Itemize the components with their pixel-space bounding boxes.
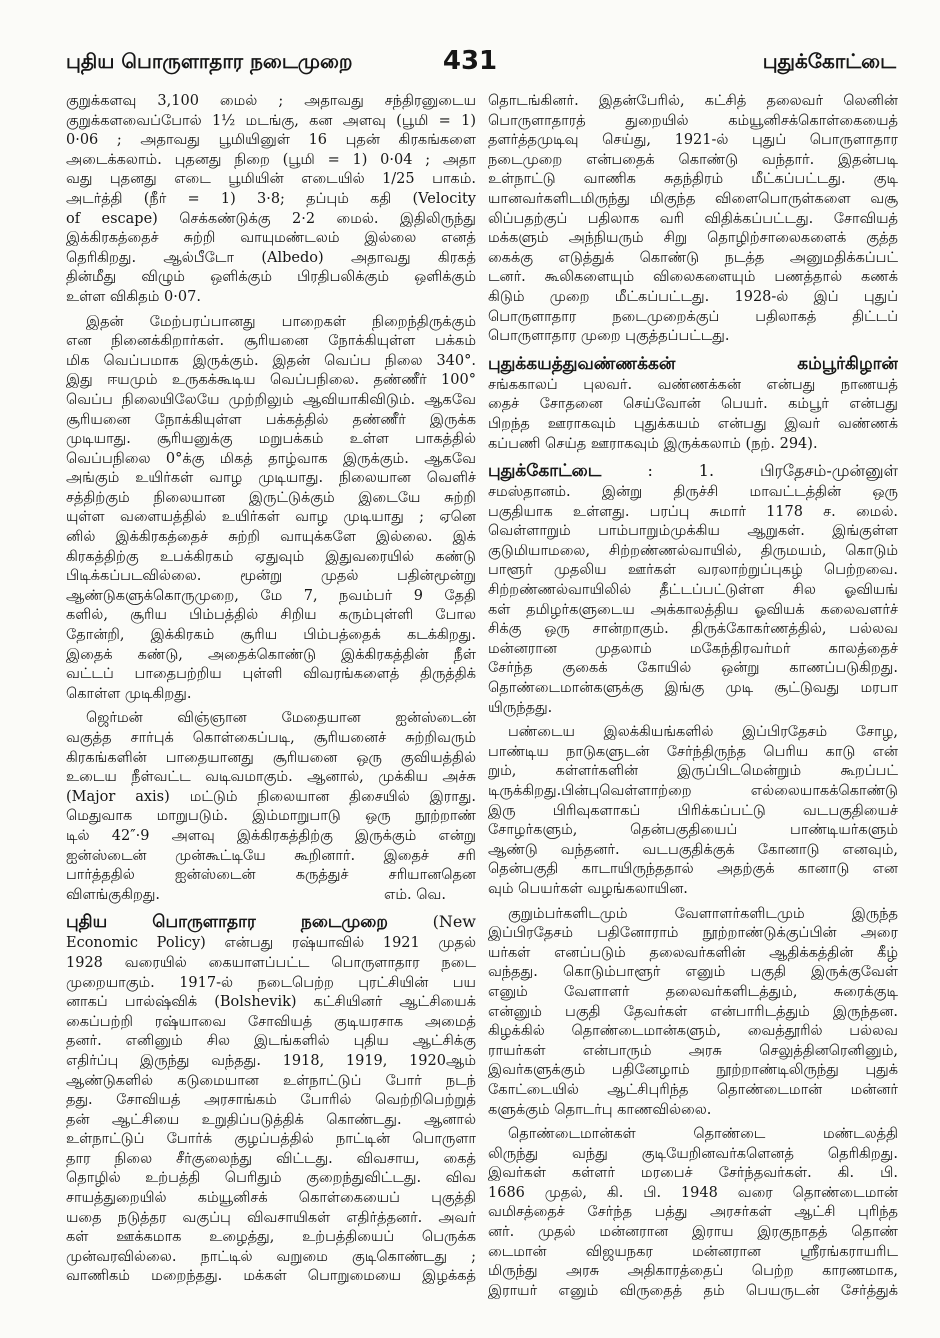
text-line: கைக்கு எடுத்துக் கொண்டு நடத்த அனுமதிக்கப்பட் — [488, 249, 898, 266]
text-line: மிருந்து அரசு அதிகாரத்தைப் பெற்ற காரணமாக, — [488, 1263, 898, 1280]
text-line: ஆண்டுகளில் கடுமையான உள்நாட்டுப் போர் நடந் — [66, 1072, 476, 1089]
text-line: முறையாகும். 1917-ல் நடைபெற்ற புரட்சியின் பய — [66, 974, 476, 991]
text-line: தார நிலை சீர்குலைந்து விட்டது. விவசாய, கைத் — [66, 1150, 476, 1167]
text-line: பகுதியாக உள்ளது. பரப்பு சுமார் 1178 ச. மைல். — [488, 503, 898, 520]
text-line: முன்வரவில்லை. நாட்டில் வறுமை குடிகொண்டது ; — [66, 1248, 476, 1265]
entry-heading-line — [488, 352, 898, 376]
text-line: Economic Policy) என்பது ரஷ்யாவில் 1921 முதல் — [66, 935, 476, 952]
text-line: சூரியனை நோக்கியுள்ள பக்கத்தில் தண்ணீர் இருக்க — [66, 411, 476, 428]
text-line: குறுக்களவைப்போல் 1½ மடங்கு, கன அளவு (பூமி = 1) — [66, 112, 476, 129]
text-line: உள்நாட்டு வாணிக சுதந்திரம் மீட்கப்பட்டது. குடி — [488, 171, 898, 188]
text-line: 0·06 ; அதாவது பூமியினுள் 16 புதன் கிரகங்களை — [66, 132, 476, 149]
text-line: உடைய நீள்வட்ட வடிவமாகும். ஆனால், முக்கிய அச்சு — [66, 769, 476, 786]
text-line: தது. சோவியத் அரசாங்கம் போரில் வெற்றிபெற்றுத் — [66, 1092, 476, 1109]
text-line: வட்டப் பாதைபற்றிய புள்ளி விவரங்களைத் திருத்திக் — [66, 666, 476, 683]
text-line: பாண்டிய நாடுகளுடன் சேர்ந்திருந்த பெரிய காடு என் — [488, 743, 898, 760]
text-line: அடைக்கலாம். புதனது நிறை (பூமி = 1) 0·04 ; அதா — [66, 151, 476, 168]
text-line: 1686 முதல், கி. பி. 1948 வரை தொண்டைமான் — [488, 1184, 898, 1201]
text-line: கள் தமிழர்களுடைய அக்காலத்திய ஓவியக் கலைவளர்ச் — [488, 601, 898, 618]
text-line: கப்பணி செய்த ஊராகவும் இருக்கலாம் (நற். 294). — [488, 435, 818, 452]
text-line: கிடும் முறை மீட்கப்பட்டது. 1928-ல் இப் புதுப் — [488, 288, 898, 305]
encyclopedia-entry — [488, 459, 898, 718]
text-line: இரு பிரிவுகளாகப் பிரிக்கப்பட்டு வடபகுதியைச் — [488, 802, 898, 819]
text-line: கிழக்கில் தொண்டைமான்களும், வைத்தூரில் பல்லவ — [488, 1023, 898, 1040]
text-line: தென்பகுதி காடாயிருந்ததால் அதற்குக் கானாடு என — [488, 861, 898, 878]
text-line: றும், கள்ளர்களின் இருப்பிடமென்றும் கூறப்பட் — [488, 763, 898, 780]
text-line: மிக வெப்பமாக இருக்கும். இதன் வெப்ப நிலை 340°. — [66, 352, 476, 369]
text-line: இது ஈயமும் உருகக்கூடிய வெப்பநிலை. தண்ணீர் 100° — [66, 372, 476, 389]
text-line: சிற்றண்ணல்வாயிலில் தீட்டப்பட்டுள்ள சில ஓவியங் — [488, 582, 898, 599]
text-line: என்னும் பகுதி தேவர்கள் என்பாரிடத்தும் இருந்தன. — [488, 1003, 898, 1020]
text-line: ஜெர்மன் விஞ்ஞான மேதையான ஐன்ஸ்டைன் — [86, 710, 476, 727]
text-line: இக்கிரகத்தைச் சுற்றி வாயுமண்டலம் இல்லை எனத் — [66, 230, 476, 247]
text-line: அடர்த்தி (நீர் = 1) 3·8; தப்பும் கதி (Velocity — [66, 190, 476, 207]
text-line: தன் ஆட்சியை உறுதிப்படுத்திக் கொண்டது. ஆனால் — [66, 1111, 476, 1128]
page-number: 431 — [442, 46, 498, 76]
text-line: சிக்கு ஒரு சான்றாகும். திருக்கோகர்ணத்தில், பல்லவ — [488, 621, 898, 638]
text-line: வமிசத்தைச் சேர்ந்த பத்து அரசர்கள் ஆட்சி புரிந்த — [488, 1204, 898, 1221]
text-line: டிருக்கிறது.பின்புவெள்ளாற்றை எல்லையாகக்கொண்டு — [488, 783, 898, 799]
text-line: கள் ஊக்கமாக உழைத்து, உற்பத்தியைப் பெருக்க — [66, 1229, 476, 1246]
text-line: பொருளாதார நடைமுறைக்குப் பதிலாகத் திட்டப் — [488, 308, 898, 325]
running-head-right: புதுக்கோட்டை — [762, 49, 896, 73]
entry-heading-line — [488, 459, 898, 483]
text-line: தளர்த்தமுடிவு செய்து, 1921-ல் புதுப் பொருளாதார — [488, 132, 898, 149]
text-line: பார்த்ததில் ஐன்ஸ்டைன் கருத்துச் சரியானதென — [66, 867, 476, 884]
paragraph — [488, 92, 898, 347]
text-line — [66, 886, 476, 906]
running-head-left: புதிய பொருளாதார நடைமுறை — [66, 49, 353, 73]
text-line: உள்ள விகிதம் 0·07. — [66, 288, 201, 305]
text-line: பொருளாதார முறை புகுத்தப்பட்டது. — [488, 328, 730, 345]
text-line: சேர்ந்த குகைக் கோயில் ஒன்று காணப்படுகிறது. — [488, 660, 898, 677]
entry-heading: புதுக்கோட்டை — [488, 461, 602, 482]
paragraph — [488, 1125, 898, 1301]
text-line: கைப்பற்றி ரஷ்யாவை சோவியத் குடியரசாக அமைத் — [66, 1013, 476, 1030]
text-line: யர்கள் எனப்படும் தலைவர்களின் ஆதிக்கத்தின் கீழ் — [488, 944, 898, 961]
text-line: சத்திற்கும் நிலையான இருட்டுக்கும் இடையே சுற்றி — [66, 489, 476, 506]
author-initials: எம். வெ. — [384, 886, 446, 903]
text-line: ஆண்டுகளுக்கொருமுறை, மே 7, நவம்பர் 9 தேதி — [66, 587, 476, 604]
text-line: வது புதனது எடை பூமியின் எடையில் 1/25 பாகம். — [66, 171, 476, 188]
text-line: குறும்பர்களிடமும் வேளாளர்களிடமும் இருந்த — [508, 905, 898, 922]
text-line: இதைக் கண்டு, அதைக்கொண்டு இக்கிரகத்தின் நீள் — [66, 646, 476, 663]
text-line: லிப்பதற்குப் பதிலாக வரி விதிக்கப்பட்டது. சோவியத் — [488, 210, 898, 227]
text-line: இதன் மேற்பரப்பானது பாறைகள் நிறைந்திருக்கும் — [86, 313, 476, 330]
text-line: of escape) செக்கண்டுக்கு 2·2 மைல். இதிலிருந்து — [66, 210, 476, 227]
encyclopedia-entry — [488, 352, 898, 454]
heading-continuation: (New — [432, 912, 476, 932]
text-line: யிருந்தது. — [488, 699, 553, 716]
left-column — [66, 92, 476, 1287]
right-column — [488, 92, 898, 1301]
text-line: கோட்டையில் ஆட்சிபுரிந்த தொண்டைமான் மன்னர் — [488, 1081, 898, 1098]
text-line: தெரிகிறது. ஆல்பீடோ (Albedo) அதாவது கிரகத் — [66, 249, 476, 266]
text-line: சங்ககாலப் புலவர். வண்ணக்கன் என்பது நாணயத் — [488, 376, 898, 393]
text-line: வெள்ளாறும் பாம்பாறும்முக்கிய ஆறுகள். இங்குள்ள — [488, 523, 898, 540]
text-line: பொருளாதாரத் துறையில் கம்யூனிசக்கொள்கையைத் — [488, 112, 898, 129]
text-line: முடியாது. சூரியனுக்கு மறுபக்கம் உள்ள பாகத்தில் — [66, 431, 476, 448]
text-line: தொண்டைமான்களுக்கு இங்கு முடி சூட்டுவது மரபா — [488, 680, 898, 697]
text-line: யுள்ள வளையத்தில் உயிர்கள் வாழ முடியாது ; ஏனெ — [66, 509, 476, 526]
text-line: 1928 வரையில் கையாளப்பட்ட பொருளாதார நடை — [66, 954, 476, 971]
text-line: தோன்றி, இக்கிரகம் சூரிய பிம்பத்தைக் கடக்கிறது. — [66, 627, 476, 644]
text-line: குடுமியாமலை, சிற்றண்ணல்வாயில், திருமயம், கொடும் — [488, 542, 898, 559]
text-line: பிறந்த ஊராகவும் புதுக்கயம் என்பது இவர் வண்ணக் — [488, 415, 898, 432]
text-line: மன்னரான முதலாம் மகேந்திரவர்மர் காலத்தைச் — [488, 640, 898, 657]
text-line: சோழர்களும், தென்பகுதியைப் பாண்டியர்களும் — [488, 822, 898, 839]
text-line: தொண்டைமான்கள் தொண்டை மண்டலத்தி — [508, 1126, 898, 1143]
text-line: எதிர்ப்பு இருந்து வந்தது. 1918, 1919, 1920ஆம் — [66, 1052, 476, 1069]
text-line: கிரகத்திற்கு உபக்கிரகம் ஏதுவும் இதுவரையில் கண்டு — [66, 548, 476, 565]
text-line: கிரகங்களின் பாதையானது சூரியனை ஒரு குவியத்தில் — [66, 749, 476, 766]
heading-continuation: : 1. பிரதேசம்-முன்னுள் — [647, 461, 898, 481]
text-line: குறுக்களவு 3,100 மைல் ; அதாவது சந்திரனுடைய — [66, 93, 476, 109]
text-line: இப்பிரதேசம் பதினோராம் நூற்றாண்டுக்குப்பின் அரை — [488, 925, 898, 942]
text-line: வும் பெயர்கள் வழங்கலாயின. — [488, 880, 688, 897]
encyclopedia-entry — [66, 910, 476, 1287]
text-line: தொடங்கினர். இதன்பேரில், கட்சித் தலைவர் லெனின் — [488, 93, 898, 109]
paragraph — [488, 905, 898, 1121]
text-line: டில் 42″·9 அளவு இக்கிரகத்திற்கு இருக்கும் என்று — [66, 827, 476, 844]
paragraph — [66, 92, 476, 308]
text-line: சாயத்துறையில் கம்யூனிசக் கொள்கையைப் புகுத்தி — [66, 1190, 476, 1207]
text-line: தின்மீது விழும் ஒளிக்கும் பிரதிபலிக்கும் ஒளிக்கும் — [66, 269, 476, 286]
paragraph — [66, 709, 476, 905]
text-line: (Major axis) மட்டும் நிலையான திசையில் இராது. — [66, 788, 476, 805]
text-line: னில் இக்கிரகத்தைச் சுற்றி வாயுக்களே இல்லை. இக் — [66, 529, 476, 546]
text-line: அங்கும் உயிர்கள் வாழ முடியாது. நிலையான வெளிச் — [66, 470, 476, 487]
text-line: ஐன்ஸ்டைன் முன்கூட்டியே கூறினார். இதைச் சரி — [66, 847, 476, 864]
text-line: பாளூர் முதலிய ஊர்கள் வரலாற்றுப்புகழ் பெற்றவை. — [488, 562, 898, 579]
paragraph — [66, 313, 476, 705]
text-line: னர். முதல் மன்னரான இராய இரகுநாதத் தொண் — [488, 1224, 898, 1241]
text-line: டனர். கூலிகளையும் விலைகளையும் பணத்தால் கணக் — [488, 269, 898, 286]
text-line: பண்டைய இலக்கியங்களில் இப்பிரதேசம் சோழ, — [508, 724, 898, 741]
paragraph — [488, 723, 898, 899]
text-line: தைச் சோதனை செய்வோன் பெயர். கம்பூர் என்பது — [488, 396, 898, 413]
text-line: நடைமுறை என்பதைக் கொண்டு வந்தார். இதன்படி — [488, 151, 898, 168]
text-line: வெப்ப நிலையிலேயே முற்றிலும் ஆவியாகிவிடும். ஆகவே — [66, 391, 476, 408]
entry-heading: புதிய பொருளாதார நடைமுறை — [66, 912, 388, 933]
text-line: என நினைக்கிறார்கள். சூரியனை நோக்கியுள்ள பக்கம் — [66, 333, 476, 350]
text-line: லிருந்து வந்து குடியேறினவர்களெனத் தெரிகிறது. — [488, 1145, 898, 1162]
text-line: இவர்கள் கள்ளர் மரபைச் சேர்ந்தவர்கள். கி. பி. — [488, 1165, 898, 1182]
entry-heading: புதுக்கயத்துவண்ணக்கன் கம்பூர்கிழான் — [488, 353, 898, 374]
text-line: பிடிக்கப்படவில்லை. மூன்று முதல் பதின்மூன்று — [66, 568, 476, 585]
text-line: களில், சூரிய பிம்பத்தில் சிறிய கரும்புள்ளி போல — [66, 607, 476, 624]
text-line: சமஸ்தானம். இன்று திருச்சி மாவட்டத்தின் ஒரு — [488, 484, 898, 501]
text-line-content: விளங்குகிறது. — [66, 886, 161, 903]
text-line: னாகப் பால்ஷ்விக் (Bolshevik) கட்சியினர் ஆட்சியைக் — [66, 994, 476, 1011]
text-line: களுக்கும் தொடர்பு காணவில்லை. — [488, 1101, 712, 1118]
text-line: எனும் வேளாளர் தலைவர்களிடத்தும், சுரைக்குடி — [488, 983, 898, 1000]
text-line: உள்நாட்டுப் போர்க் குழப்பத்தில் நாட்டின் பொருளா — [66, 1131, 476, 1148]
text-line: இவர்களுக்கும் பதினேழாம் நூற்றாண்டிலிருந்து புதுக் — [488, 1062, 898, 1079]
text-line: வாணிகம் மறைந்தது. மக்கள் பொறுமையை இழக்கத் — [66, 1268, 476, 1285]
text-line: வெப்பநிலை 0°க்கு மிகத் தாழ்வாக இருக்கும். ஆகவே — [66, 450, 476, 467]
text-line: யானவர்களிடமிருந்து மிகுந்த விளைபொருள்களை வசூ — [488, 190, 898, 207]
text-line: வந்தது. கொடும்பாளூர் எனும் பகுதி இருக்குவேள் — [488, 964, 898, 981]
text-line: டைமான் விஜயநகர மன்னரான ஸ்ரீரங்கராயரிட — [488, 1243, 898, 1260]
text-line: தொழில் உற்பத்தி பெரிதும் குறைந்துவிட்டது. விவ — [66, 1170, 476, 1187]
text-line: வகுத்த சார்புக் கொள்கைப்படி, சூரியனைச் சுற்றிவரும் — [66, 730, 476, 746]
entry-heading-line — [66, 910, 476, 934]
text-line: தனர். எனினும் சில இடங்களில் புதிய ஆட்சிக்கு — [66, 1033, 476, 1050]
text-line: ஆண்டு வந்தனர். வடபகுதிக்குக் கோனாடு எனவும், — [488, 841, 898, 858]
text-line: ராயர்கள் என்பாரும் அரசு செலுத்தினரெனினும், — [488, 1042, 898, 1059]
text-line: மக்களும் அந்நியரும் சிறு தொழிற்சாலைகளைக் குத்த — [488, 230, 898, 247]
text-line: யதை நடுத்தர வகுப்பு விவசாயிகள் எதிர்த்தனர். அவர் — [66, 1209, 476, 1226]
text-line: கொள்ள முடிகிறது. — [66, 685, 192, 702]
text-line: இராயர் எனும் விருதைத் தம் பெயருடன் சேர்த்துக் — [488, 1282, 898, 1299]
text-line: மெதுவாக மாறுபடும். இம்மாறுபாடு ஒரு நூற்றாண் — [66, 808, 476, 825]
